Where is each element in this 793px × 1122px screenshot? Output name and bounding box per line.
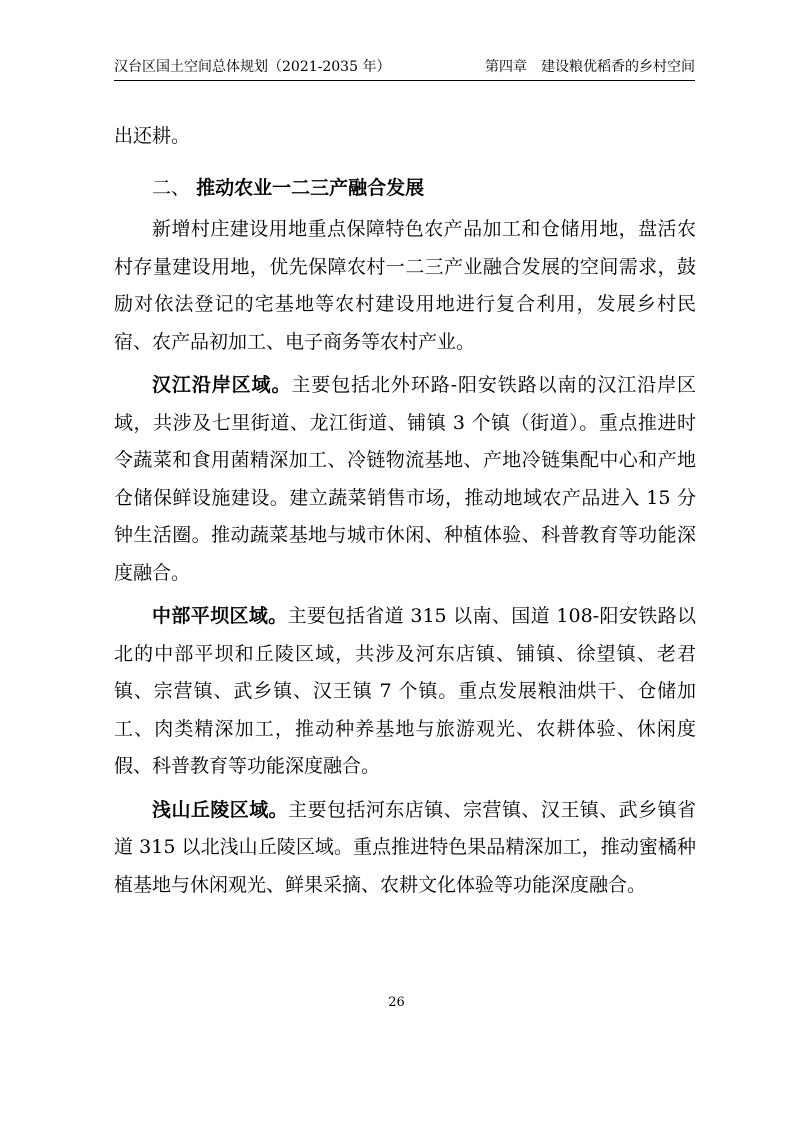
zone-text: 主要包括河东店镇、宗营镇、汉王镇、武乡镇省道 315 以北浅山丘陵区域。重点推进特色果品精深加工，推动蜜橘种植基地与休闲观光、鲜果采摘、农耕文化体验等功能深度融合。 [114, 798, 696, 896]
section-number: 二、 [152, 176, 191, 199]
header-document-title: 汉台区国土空间总体规划（2021-2035 年） [114, 59, 391, 75]
continuation-text: 出还耕。 [114, 125, 191, 147]
intro-paragraph: 新增村庄建设用地重点保障特色农产品加工和仓储用地，盘活农村存量建设用地，优先保障农村一二三产业融合发展的空间需求，鼓励对依法登记的宅基地等农村建设用地进行复合利用，发展乡村民宿、农产品初加工、电子商务等农村产业。 [114, 218, 696, 353]
header-chapter-title: 第四章 建设粮优稻香的乡村空间 [485, 59, 695, 75]
zone-title: 中部平坝区域。 [152, 605, 288, 627]
page-header [114, 56, 695, 81]
zone-paragraph-central [114, 598, 696, 786]
zone-text: 主要包括省道 315 以南、国道 108-阳安铁路以北的中部平坝和丘陵区域，共涉及河东店镇、铺镇、徐望镇、老君镇、宗营镇、武乡镇、汉王镇 7 个镇。重点发展粮油烘干、仓储加工、肉类精深加工，推动种养基地与旅游观光、农耕体验、休闲度假、科普教育等功能深度融合。 [114, 605, 696, 777]
zone-paragraph-hanjiang [114, 367, 696, 592]
page-number: 26 [388, 995, 405, 1010]
zone-title: 浅山丘陵区域。 [152, 798, 289, 821]
zone-text: 主要包括北外环路-阳安铁路以南的汉江沿岸区域，共涉及七里街道、龙江街道、铺镇 3 个镇（街道）。重点推进时令蔬菜和食用菌精深加工、冷链物流基地、产地冷链集配中心和产地仓储保鲜设施建设。建立蔬菜销售市场，推动地域农产品进入 15 分钟生活圈。推动蔬菜基地与城市休闲、种植体验、科普教育等功能深度融合。 [114, 374, 696, 584]
section-title: 推动农业一二三产融合发展 [196, 176, 425, 199]
page-content [114, 118, 696, 910]
zone-title: 汉江沿岸区域。 [152, 374, 292, 396]
section-heading [114, 170, 696, 208]
zone-paragraph-hills [114, 792, 696, 905]
